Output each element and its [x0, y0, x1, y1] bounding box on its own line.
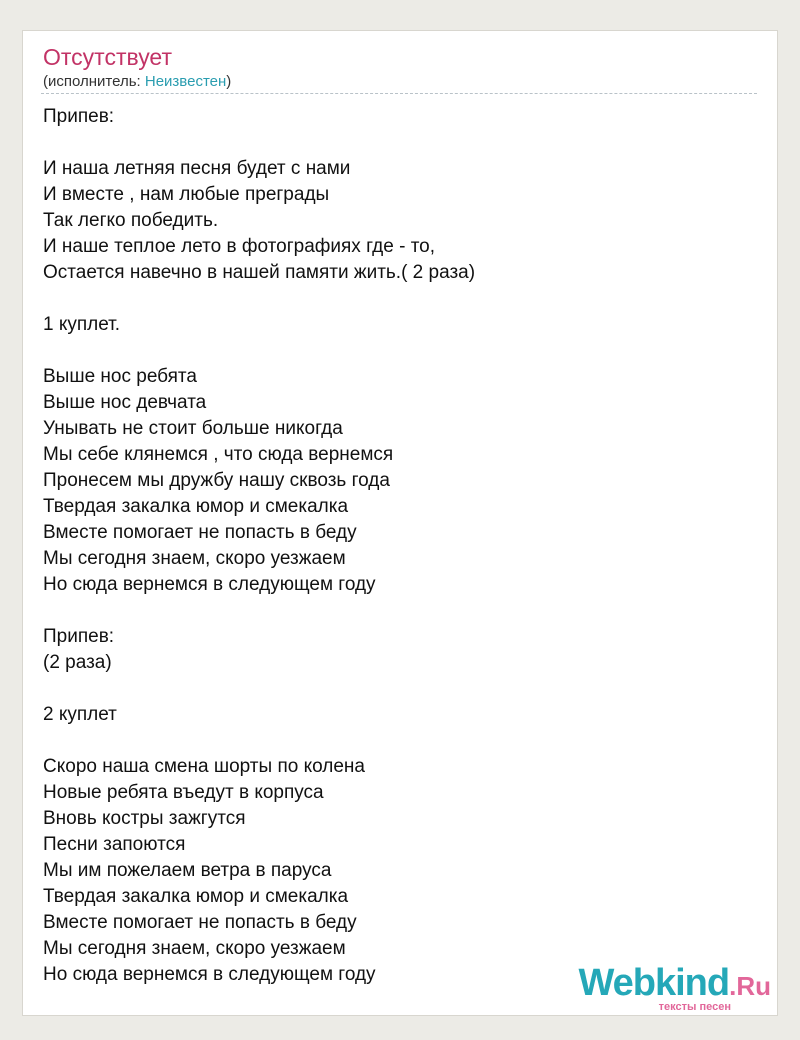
- lyric-line: Песни запоются: [43, 834, 186, 855]
- lyric-line: 1 куплет.: [43, 314, 121, 335]
- lyric-line: [43, 676, 475, 702]
- lyric-line: Мы сегодня знаем, скоро уезжаем: [43, 938, 346, 959]
- lyric-line: Припев:: [43, 626, 115, 647]
- performer-suffix: ): [226, 73, 232, 90]
- webkind-logo[interactable]: [578, 963, 771, 1013]
- lyric-line: Твердая закалка юмор и смекалка: [43, 886, 349, 907]
- lyric-line: И вместе , нам любые преграды: [43, 184, 330, 205]
- lyric-line: И наша летняя песня будет с нами: [43, 158, 351, 179]
- lyric-line: [43, 338, 475, 364]
- lyric-line: Пронесем мы дружбу нашу сквозь года: [43, 470, 390, 491]
- lyric-line: Но сюда вернемся в следующем году: [43, 964, 376, 985]
- lyric-line: Унывать не стоит больше никогда: [43, 418, 343, 439]
- lyric-line: Мы себе клянемся , что сюда вернемся: [43, 444, 394, 465]
- lyric-line: Так легко победить.: [43, 210, 219, 231]
- lyric-line: 2 куплет: [43, 704, 117, 725]
- lyric-line: Вместе помогает не попасть в беду: [43, 912, 357, 933]
- lyric-line: Припев:: [43, 106, 115, 127]
- lyric-line: Вместе помогает не попасть в беду: [43, 522, 357, 543]
- logo-tagline: тексты песен: [658, 1001, 731, 1013]
- lyric-line: (2 раза): [43, 652, 112, 673]
- lyric-line: Но сюда вернемся в следующем году: [43, 574, 376, 595]
- lyric-line: Выше нос ребята: [43, 366, 197, 387]
- lyric-line: Новые ребята въедут в корпуса: [43, 782, 324, 803]
- song-title: Отсутствует: [43, 44, 172, 70]
- lyric-line: Твердая закалка юмор и смекалка: [43, 496, 349, 517]
- divider: [41, 93, 757, 94]
- lyric-line: И наше теплое лето в фотографиях где - то,: [43, 236, 436, 257]
- performer-line: [43, 73, 231, 91]
- lyric-line: [43, 130, 475, 156]
- performer-link[interactable]: Неизвестен: [144, 73, 227, 90]
- logo-wordmark: [578, 963, 771, 1006]
- lyric-line: [43, 728, 475, 754]
- lyric-line: Скоро наша смена шорты по колена: [43, 756, 365, 777]
- performer-prefix: (исполнитель:: [43, 73, 145, 90]
- logo-name: Webkind: [578, 962, 730, 1004]
- lyric-line: Выше нос девчата: [43, 392, 207, 413]
- lyrics-body: [43, 104, 475, 988]
- lyric-line: Мы им пожелаем ветра в паруса: [43, 860, 332, 881]
- lyric-line: Вновь костры зажгутся: [43, 808, 246, 829]
- lyrics-page: [22, 30, 778, 1016]
- lyric-line: [43, 598, 475, 624]
- lyric-line: [43, 286, 475, 312]
- lyric-line: Мы сегодня знаем, скоро уезжаем: [43, 548, 346, 569]
- lyric-line: Остается навечно в нашей памяти жить.( 2 раза): [43, 262, 476, 283]
- logo-tld: .Ru: [729, 971, 771, 1001]
